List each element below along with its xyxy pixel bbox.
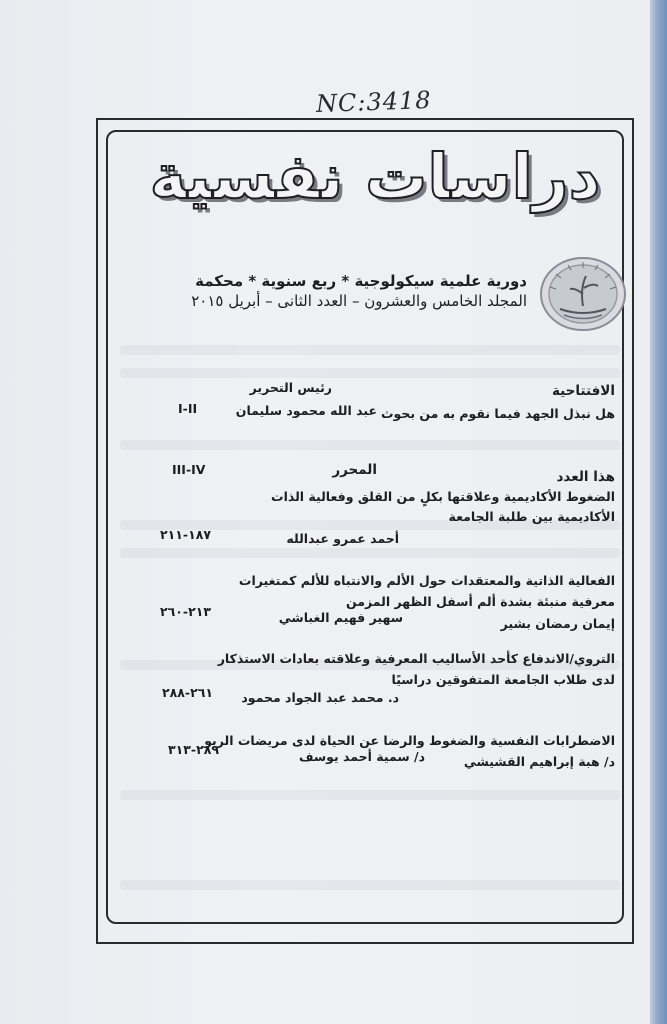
editorial-title: هل نبذل الجهد فيما نقوم به من بحوث xyxy=(380,406,615,421)
journal-seal-icon xyxy=(538,254,628,334)
article-4-title-line-1: الاضطرابات النفسية والضغوط والرضا عن الحياة لدى مريضات الربو xyxy=(204,733,615,748)
article-4-pages: ٢٨٩-٣١٣ xyxy=(168,742,219,757)
issue-line: المجلد الخامس والعشرون – العدد الثانى – أبريل ٢٠١٥ xyxy=(191,292,527,310)
editorial-section-label: الافتتاحية xyxy=(551,383,615,399)
article-3-title-line-1: التروي/الاندفاع كأحد الأساليب المعرفية وعلاقته بعادات الاستذكار xyxy=(217,651,615,666)
page-edge xyxy=(650,0,667,1024)
journal-subtitle: دورية علمية سيكولوجية * ربع سنوية * محكمة xyxy=(195,272,527,290)
article-1-title-line-2: الأكاديمية بين طلبة الجامعة xyxy=(448,509,615,524)
editorial-pages: I-II xyxy=(178,401,198,416)
article-3-author: د. محمد عبد الجواد محمود xyxy=(241,690,399,705)
journal-title: دراسات نفسية xyxy=(149,140,601,213)
article-3-title-line-2: لدى طلاب الجامعة المتفوقين دراسيًا xyxy=(391,672,615,687)
article-4-author-1: د/ هبة إبراهيم القشيشي xyxy=(463,754,615,769)
article-1-title-line-1: الضغوط الأكاديمية وعلاقتها بكلٍ من القلق وفعالية الذات xyxy=(271,489,615,504)
article-1-pages: ١٨٧-٢١١ xyxy=(160,527,211,542)
article-2-title-line-1: الفعالية الذاتية والمعتقدات حول الألم والانتباه للألم كمتغيرات xyxy=(238,573,615,588)
editor-label: المحرر xyxy=(332,462,377,478)
article-2-author-1: إيمان رمضان بشير xyxy=(500,616,615,631)
editor-in-chief-label: رئيس التحرير xyxy=(249,380,332,395)
handwritten-catalog-number: NC:3418 xyxy=(315,85,432,119)
article-3-pages: ٢٦١-٢٨٨ xyxy=(162,685,213,700)
issue-section-pages: III-IV xyxy=(172,462,206,477)
article-2-pages: ٢١٣-٢٦٠ xyxy=(160,604,211,619)
article-1-author: أحمد عمرو عبدالله xyxy=(286,531,399,546)
article-2-author-2: سهير فهيم الغباشي xyxy=(278,610,403,625)
editorial-author: عبد الله محمود سليمان xyxy=(235,403,377,418)
article-2-title-line-2: معرفية منبئة بشدة ألم أسفل الظهر المزمن xyxy=(345,594,615,609)
issue-section-label: هذا العدد xyxy=(556,469,615,485)
article-4-author-2: د/ سمية أحمد يوسف xyxy=(299,749,425,764)
